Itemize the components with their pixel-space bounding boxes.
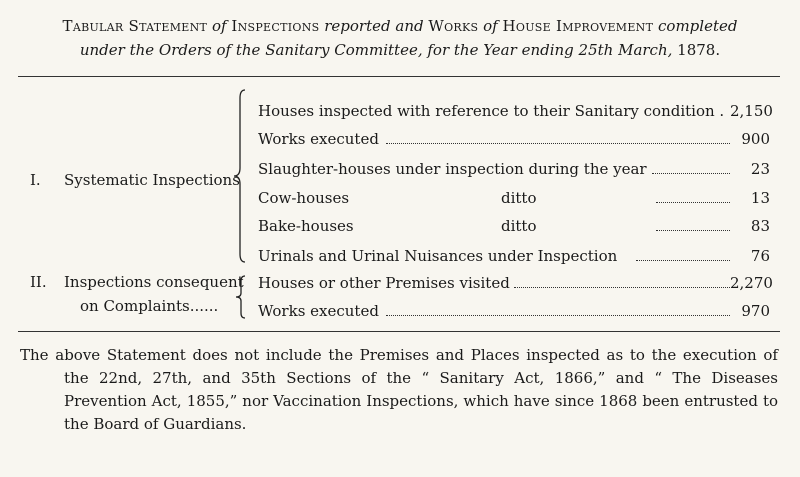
title-word: completed <box>658 17 738 35</box>
title-word: of <box>483 17 498 35</box>
section-2-label <box>30 272 244 292</box>
section-1-brace <box>230 88 248 264</box>
row-value: 2,270 <box>730 274 773 292</box>
section-2-numeral: II. <box>30 273 47 291</box>
dot-leader <box>656 202 730 203</box>
title-word: reported and <box>324 17 424 35</box>
row-value: 2,150 <box>730 102 773 120</box>
row-value: 76 <box>730 245 770 267</box>
row-description: Works executed <box>258 128 382 150</box>
table-row <box>258 272 773 294</box>
row-value: 13 <box>730 187 770 209</box>
table-row <box>258 158 770 180</box>
row-description: Cow-houses <box>258 187 352 209</box>
row-description: Houses or other Premises visited <box>258 272 513 294</box>
row-description: Houses inspected with reference to their Sanitary condition . <box>258 100 727 122</box>
dot-leader <box>652 173 730 174</box>
footnote-paragraph: The above Statement does not include the Premises and Places inspected as to the execution of the 22nd, 27th, and 35th Sections of the “ Sanitary Act, 1866,” and “ The Diseases Prevention Act, 1855,” nor Vaccination Inspections, which have since 1868 been entrusted to the Board of Guardians. <box>20 346 778 433</box>
table-row <box>258 128 770 150</box>
row-description: Slaughter-houses under inspection during the year <box>258 158 650 180</box>
table-row <box>258 300 770 322</box>
page-title <box>20 14 780 62</box>
section-1-label <box>30 170 240 190</box>
title-word: of <box>211 17 227 35</box>
dot-leader <box>386 315 730 316</box>
bottom-divider <box>18 331 780 332</box>
dot-leader <box>514 287 730 288</box>
row-value: 23 <box>730 158 770 180</box>
title-line-2 <box>20 38 780 62</box>
section-2-title-cont: on Complaints...... <box>80 297 219 315</box>
table-row <box>258 100 773 122</box>
section-2-label-cont <box>80 296 218 316</box>
row-value: 900 <box>730 128 770 150</box>
section-2-brace <box>232 274 248 320</box>
table-row <box>258 215 770 237</box>
table-row <box>258 245 770 267</box>
ditto-mark: ditto <box>498 187 540 209</box>
table-row <box>258 187 770 209</box>
title-subtitle: under the Orders of the Sanitary Committee, for the Year ending 25th March, <box>79 41 673 59</box>
title-word: Inspections <box>231 17 320 35</box>
dot-leader <box>656 230 730 231</box>
title-word: Tabular Statement <box>62 17 208 35</box>
dot-leader <box>636 260 730 261</box>
ditto-mark: ditto <box>498 215 540 237</box>
row-description: Bake-houses <box>258 215 357 237</box>
row-description: Works executed <box>258 300 382 322</box>
title-line-1 <box>20 14 780 38</box>
title-word: House Improvement <box>502 17 654 35</box>
section-1-title: Systematic Inspections <box>64 171 240 189</box>
row-value: 970 <box>730 300 770 322</box>
dot-leader <box>386 143 730 144</box>
row-value: 83 <box>730 215 770 237</box>
section-1-numeral: I. <box>30 171 41 189</box>
row-description: Urinals and Urinal Nuisances under Inspection <box>258 245 620 267</box>
section-2-title: Inspections consequent <box>64 273 244 291</box>
title-word: Works <box>428 17 479 35</box>
title-year: 1878. <box>677 41 721 59</box>
top-divider <box>18 76 780 77</box>
